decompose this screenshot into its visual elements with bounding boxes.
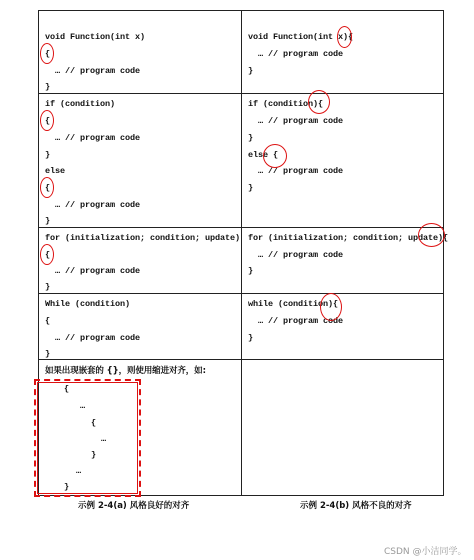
code-line: { [45, 183, 51, 193]
code-line: … // program code [248, 49, 344, 59]
code-line: } [45, 216, 51, 226]
code-line: … // program code [248, 116, 344, 126]
code-line: … // program code [45, 266, 141, 276]
caption-bad: 示例 2-4(b) 风格不良的对齐 [300, 501, 412, 511]
code-line: } [248, 266, 254, 276]
code-line: … // program code [45, 66, 141, 76]
highlight-circle [320, 293, 342, 321]
code-line: for (initialization; condition; update) [45, 233, 241, 243]
code-line: … // program code [45, 333, 141, 343]
code-line: … [101, 434, 107, 444]
code-line: void Function(int x){ [248, 32, 354, 42]
highlight-circle [308, 90, 330, 114]
code-line: if (condition){ [248, 99, 324, 109]
code-line: { [45, 116, 51, 126]
code-line: void Function(int x) [45, 32, 146, 42]
highlight-circle [263, 144, 287, 168]
code-line: … [80, 401, 86, 411]
table-row-divider-3 [38, 293, 444, 294]
code-line: … // program code [248, 316, 344, 326]
code-line: … // program code [248, 166, 344, 176]
code-line: } [91, 450, 97, 460]
code-line: … // program code [45, 200, 141, 210]
code-line: } [248, 133, 254, 143]
nested-rule-text: 如果出现嵌套的 {}，则使用缩进对齐，如: [45, 366, 206, 376]
table-row-divider-4 [38, 359, 444, 360]
code-line: { [91, 418, 97, 428]
code-line: … // program code [248, 250, 344, 260]
code-line: { [45, 316, 51, 326]
code-line: } [64, 482, 70, 492]
code-line: } [248, 183, 254, 193]
code-line: } [45, 150, 51, 160]
code-line: { [45, 250, 51, 260]
code-line: { [45, 49, 51, 59]
code-line: for (initialization; condition; update){ [248, 233, 449, 243]
code-line: } [45, 282, 51, 292]
watermark: CSDN @小洁同学。 [384, 547, 467, 557]
code-line: } [248, 333, 254, 343]
highlight-circle [40, 110, 54, 131]
code-line: While (condition) [45, 299, 131, 309]
caption-good: 示例 2-4(a) 风格良好的对齐 [78, 501, 190, 511]
highlight-circle [40, 244, 54, 265]
highlight-circle [418, 223, 445, 247]
code-line: } [45, 349, 51, 359]
code-line: if (condition) [45, 99, 116, 109]
table-border-right [443, 10, 444, 496]
highlight-circle [40, 177, 54, 198]
nested-highlight-box-inner [37, 382, 138, 494]
code-line: } [248, 66, 254, 76]
code-line: while (condition){ [248, 299, 339, 309]
code-line: … // program code [45, 133, 141, 143]
code-line: } [45, 82, 51, 92]
code-line: else { [248, 150, 279, 160]
code-line: … [76, 466, 82, 476]
highlight-circle [40, 43, 54, 64]
table-row-divider-2 [38, 227, 444, 228]
code-line: { [64, 384, 70, 394]
table-row-divider-1 [38, 93, 444, 94]
code-line: else [45, 166, 66, 176]
table-column-divider [241, 10, 242, 496]
highlight-circle [337, 26, 352, 48]
